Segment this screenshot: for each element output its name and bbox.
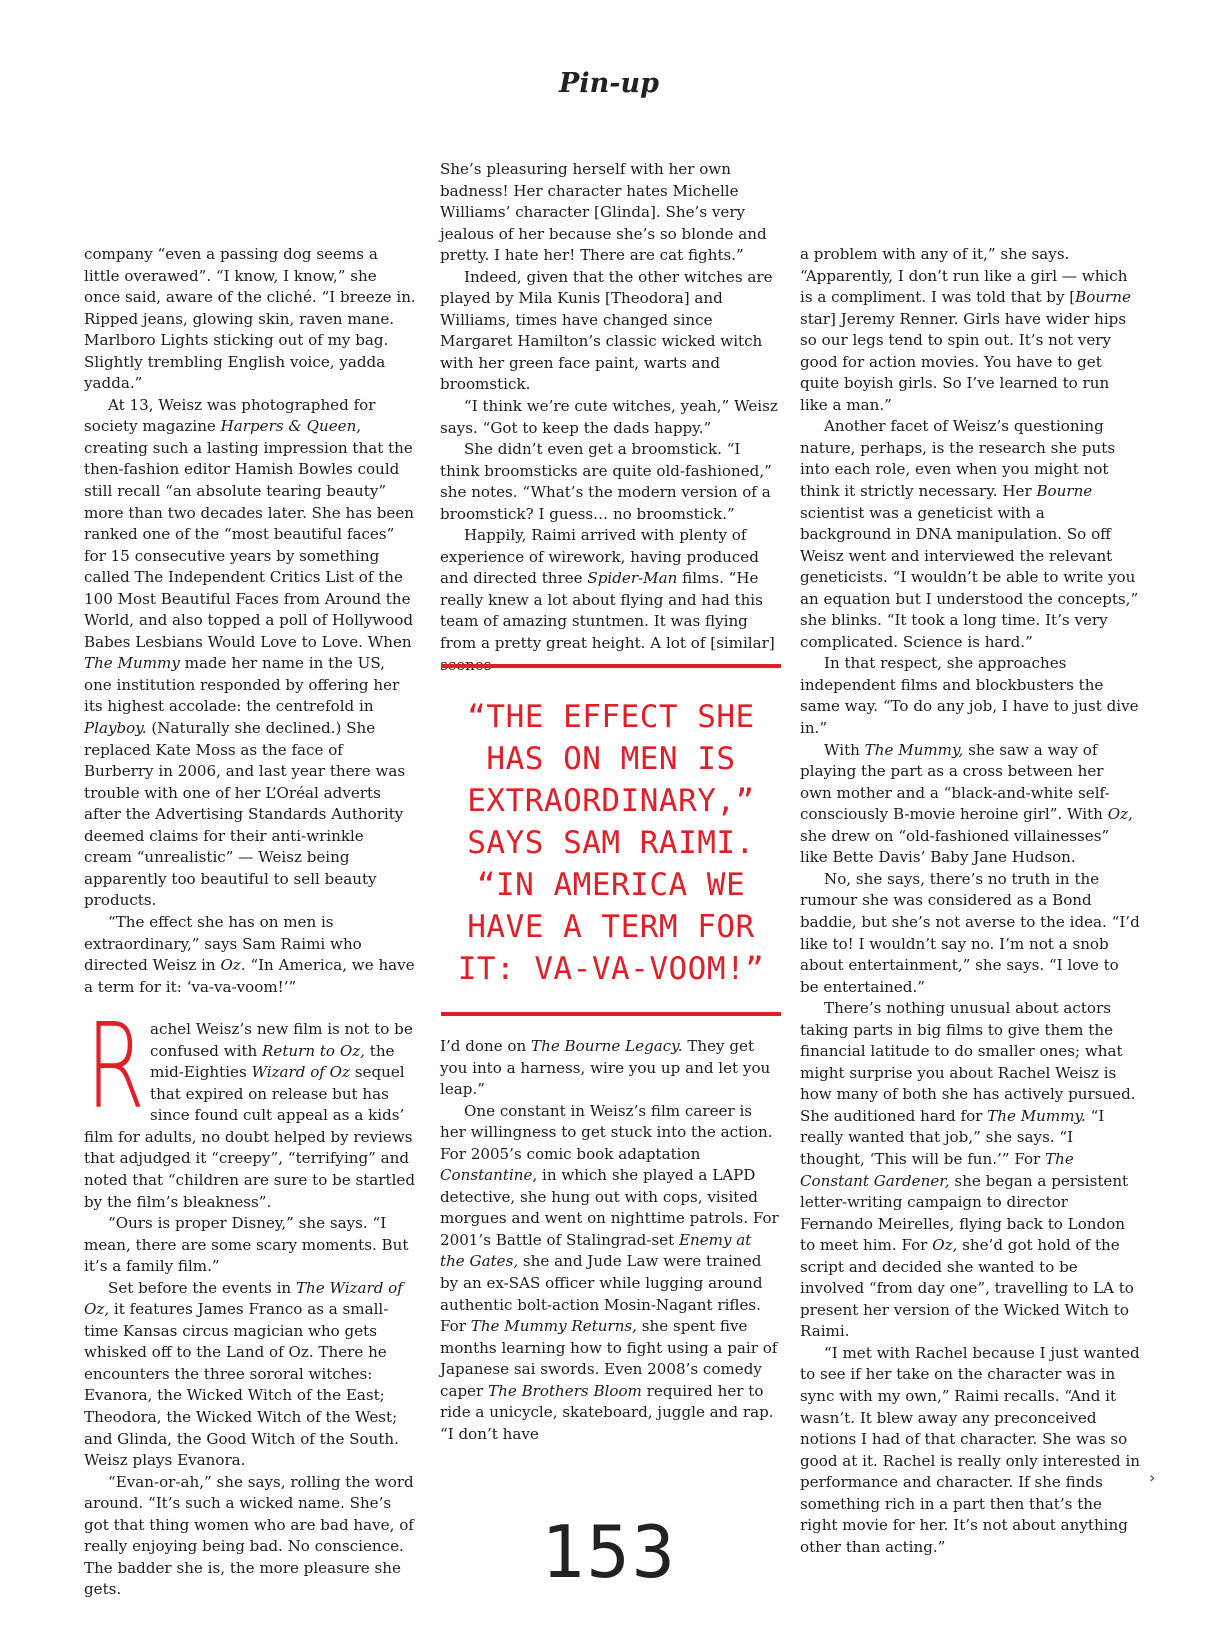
pull-quote: “THE EFFECT SHE HAS ON MEN IS EXTRAORDINARY,” SAYS SAM RAIMI. “IN AMERICA WE HAVE A TERM FOR IT: VA-VA-VOOM!” — [441, 664, 781, 1016]
paragraph: “Evan-or-ah,” she says, rolling the word around. “It’s such a wicked name. She’s got that thing women who are bad have, of really enjoying being bad. No conscience. The badder she is, the more pleasure she gets. — [84, 1472, 414, 1599]
paragraph: Happily, Raimi arrived with plenty of experience of wirework, having produced and directed three Spider-Man films. “He really knew a lot about flying and had this team of amazing stuntmen. It was flying from a pretty great height. A lot of [similar] scenes — [440, 526, 775, 674]
paragraph: “Ours is proper Disney,” she says. “I mean, there are some scary moments. But it’s a family film.” — [84, 1214, 409, 1276]
paragraph: At 13, Weisz was photographed for society magazine Harpers & Queen, creating such a lasting impression that the then-fashion editor Hamish Bowles could still recall “an absolute tearing beauty” more than two decades later. She has been ranked one of the “most beautiful faces” for 15 consecutive years by something called The Independent Critics List of the 100 Most Beautiful Faces from Around the World, and also topped a poll of Hollywood Babes Lesbians Would Love to Love. When The Mummy made her name in the US, one institution responded by offering her its highest accolade: the centrefold in Playboy. (Naturally she declined.) She replaced Kate Moss as the face of Burberry in 2006, and last year there was trouble with one of her L’Oréal adverts after the Advertising Standards Authority deemed claims for their anti-wrinkle cream “unrealistic” — Weisz being apparently too beautiful to sell beauty products. — [84, 395, 414, 910]
paragraph: Indeed, given that the other witches are played by Mila Kunis [Theodora] and Williams, times have changed since Margaret Hamilton’s classic wicked witch with her green face paint, warts and broomstick. — [440, 267, 773, 394]
paragraph: “The effect she has on men is extraordinary,” says Sam Raimi who directed Weisz in Oz. “In America, we have a term for it: ‘va-va-voom!’” — [84, 912, 415, 996]
page-number: 153 — [540, 1510, 678, 1594]
continue-arrow-icon: › — [1149, 1468, 1156, 1487]
paragraph: She didn’t even get a broomstick. “I think broomsticks are quite old-fashioned,” she notes. “What’s the modern version of a broomstick? I guess… no broomstick.” — [440, 440, 772, 523]
section-title: Pin-up — [559, 68, 659, 99]
paragraph: There’s nothing unusual about actors taking parts in big films to give them the financial latitude to do smaller ones; what might surprise you about Rachel Weisz is how many of both she has actively pursued. She auditioned hard for The Mummy. “I really wanted that job,” she says. “I thought, ‘This will be fun.’” For The Constant Gardener, she began a persistent letter-writing campaign to director Fernando Meirelles, flying back to London to meet him. For Oz, she’d got hold of the script and decided she wanted to be involved “from day one”, travelling to LA to present her version of the Wicked Witch to Raimi. — [800, 999, 1136, 1341]
paragraph: I’d done on The Bourne Legacy. They get you into a harness, wire you up and let you leap.” — [440, 1037, 771, 1099]
paragraph: a problem with any of it,” she says. “Apparently, I don’t run like a girl — which is a compliment. I was told that by [Bourne star] Jeremy Renner. Girls have wider hips so our legs tend to spin out. It’s not very good for action movies. You have to get quite boyish girls. So I’ve learned to run like a man.” — [800, 245, 1131, 414]
paragraph: One constant in Weisz’s film career is her willingness to get stuck into the action. For 2005’s comic book adaptation Constantine, in which she played a LAPD detective, she hung out with cops, visited morgues and went on nighttime patrols. For 2001’s Battle of Stalingrad-set Enemy at the Gates, she and Jude Law were trained by an ex-SAS officer while lugging around authentic bolt-action Mosin-Nagant rifles. For The Mummy Returns, she spent five months learning how to fight using a pair of Japanese sai swords. Even 2008’s comedy caper The Brothers Bloom required her to ride a unicycle, skateboard, juggle and rap. “I don’t have — [440, 1101, 779, 1443]
paragraph: company “even a passing dog seems a little overawed”. “I know, I know,” she once said, aware of the cliché. “I breeze in. Ripped jeans, glowing skin, raven mane. Marlboro Lights sticking out of my bag. Slightly trembling English voice, yadda yadda.” — [84, 245, 416, 393]
paragraph: “I met with Rachel because I just wanted to see if her take on the character was in sync with my own,” Raimi recalls. “And it wasn’t. It blew away any preconceived notions I had of that character. She was so good at it. Rachel is really only interested in performance and character. If she finds something rich in a part then that’s the right movie for her. It’s not about anything other than acting.” — [800, 1343, 1140, 1556]
column-1 — [84, 244, 416, 1601]
column-3 — [800, 244, 1140, 1558]
paragraph: Rachel Weisz’s new film is not to be confused with Return to Oz, the mid-Eighties Wizard of Oz sequel that expired on release but has since found cult appeal as a kids’ film for adults, no doubt helped by reviews that adjudged it “creepy”, “terrifying” and noted that “children are sure to be startled by the film’s bleakness”. — [84, 997, 416, 1211]
column-2-bottom — [440, 1036, 780, 1445]
paragraph: No, she says, there’s no truth in the rumour she was considered as a Bond baddie, but she’s not averse to the idea. “I’d like to! I wouldn’t say no. I’m not a snob about entertainment,” she says. “I love to be entertained.” — [800, 869, 1140, 996]
paragraph: With The Mummy, she saw a way of playing the part as a cross between her own mother and a “black-and-white self-consciously B-movie heroine girl”. With Oz, she drew on “old-fashioned villainesses” like Bette Davis’ Baby Jane Hudson. — [800, 740, 1133, 867]
paragraph: Set before the events in The Wizard of Oz, it features James Franco as a small-time Kansas circus magician who gets whisked off to the Land of Oz. There he encounters the three sororal witches: Evanora, the Wicked Witch of the East; Theodora, the Wicked Witch of the West; and Glinda, the Good Witch of the South. Weisz plays Evanora. — [84, 1278, 403, 1470]
column-2-top — [440, 159, 780, 676]
paragraph: Another facet of Weisz’s questioning nature, perhaps, is the research she puts into each role, even when you might not think it strictly necessary. Her Bourne scientist was a geneticist with a background in DNA manipulation. So off Weisz went and interviewed the relevant geneticists. “I wouldn’t be able to write you an equation but I understood the concepts,” she blinks. “It took a long time. It’s very complicated. Science is hard.” — [800, 417, 1139, 651]
paragraph: In that respect, she approaches independent films and blockbusters the same way. “To do any job, I have to just dive in.” — [800, 654, 1139, 738]
drop-cap: R — [86, 997, 146, 1136]
paragraph: “I think we’re cute witches, yeah,” Weisz says. “Got to keep the dads happy.” — [440, 397, 778, 437]
paragraph: She’s pleasuring herself with her own badness! Her character hates Michelle Williams’ character [Glinda]. She’s very jealous of her because she’s so blonde and pretty. I hate her! There are cat fights.” — [440, 160, 767, 265]
